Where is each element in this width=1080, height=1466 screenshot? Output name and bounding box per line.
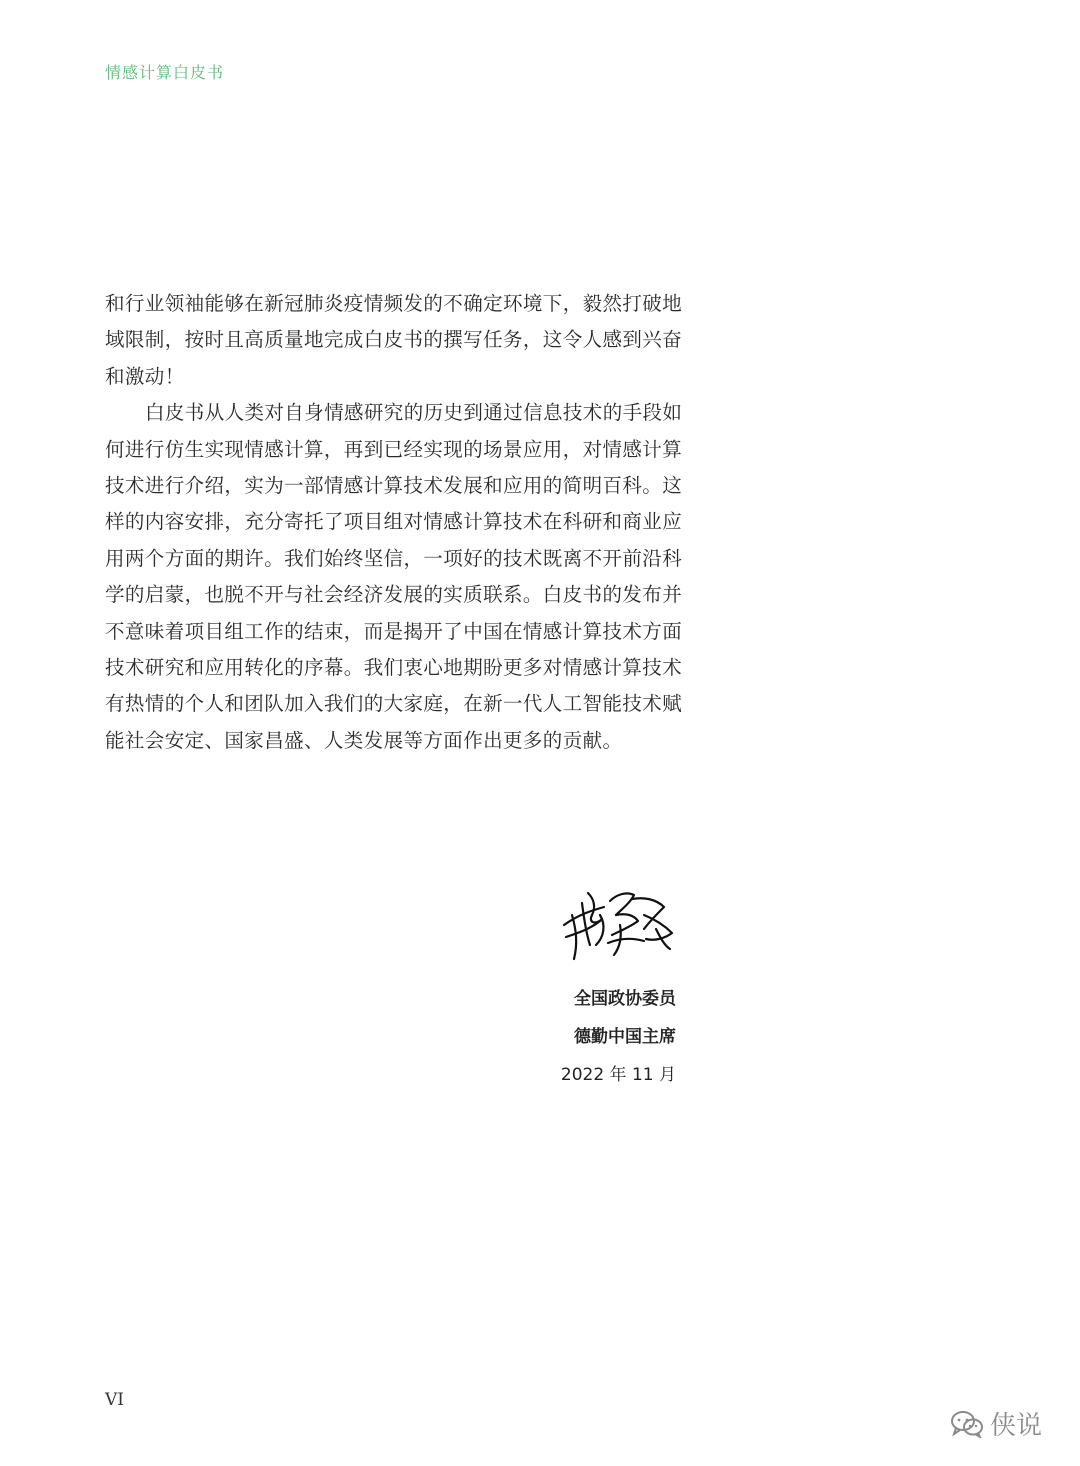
text-line: 样的内容安排，充分寄托了项目组对情感计算技术在科研和商业应 <box>105 510 683 534</box>
signature-date: 2022 年 11 月 <box>560 1065 676 1085</box>
watermark-text: 侠说 <box>990 1411 1043 1441</box>
text-line: 技术研究和应用转化的序幕。我们衷心地期盼更多对情感计算技术 <box>105 655 683 679</box>
text-line: 技术进行介绍，实为一部情感计算技术发展和应用的简明百科。这 <box>105 473 683 497</box>
text-line: 域限制，按时且高质量地完成白皮书的撰写任务，这令人感到兴奋 <box>105 328 683 352</box>
page-number: VI <box>105 1390 124 1410</box>
text-line: 有热情的个人和团队加入我们的大家庭，在新一代人工智能技术赋 <box>105 692 683 716</box>
text-line: 和行业领袖能够在新冠肺炎疫情频发的不确定环境下，毅然打破地 <box>105 292 683 315</box>
text-line: 能社会安定、国家昌盛、人类发展等方面作出更多的贡献。 <box>105 728 623 752</box>
text-line: 不意味着项目组工作的结束，而是揭开了中国在情感计算技术方面 <box>105 619 683 643</box>
text-line: 何进行仿生实现情感计算，再到已经实现的场景应用，对情感计算 <box>105 437 683 461</box>
text-line: 白皮书从人类对自身情感研究的历史到通过信息技术的手段如 <box>145 401 683 425</box>
signature-block <box>480 980 676 1094</box>
running-header-title: 情感计算白皮书 <box>105 63 225 82</box>
text-line: 用两个方面的期许。我们始终坚信，一项好的技术既离不开前沿科 <box>105 546 683 570</box>
signer-title-2: 德勤中国主席 <box>574 1027 676 1047</box>
text-line: 学的启蒙，也脱不开与社会经济发展的实质联系。白皮书的发布并 <box>105 583 683 607</box>
text-line: 和激动！ <box>105 364 185 388</box>
body-text <box>105 286 685 759</box>
watermark <box>950 1405 1042 1442</box>
signer-title-1: 全国政协委员 <box>574 989 676 1009</box>
wechat-icon <box>950 1410 984 1438</box>
handwritten-signature <box>560 885 680 961</box>
